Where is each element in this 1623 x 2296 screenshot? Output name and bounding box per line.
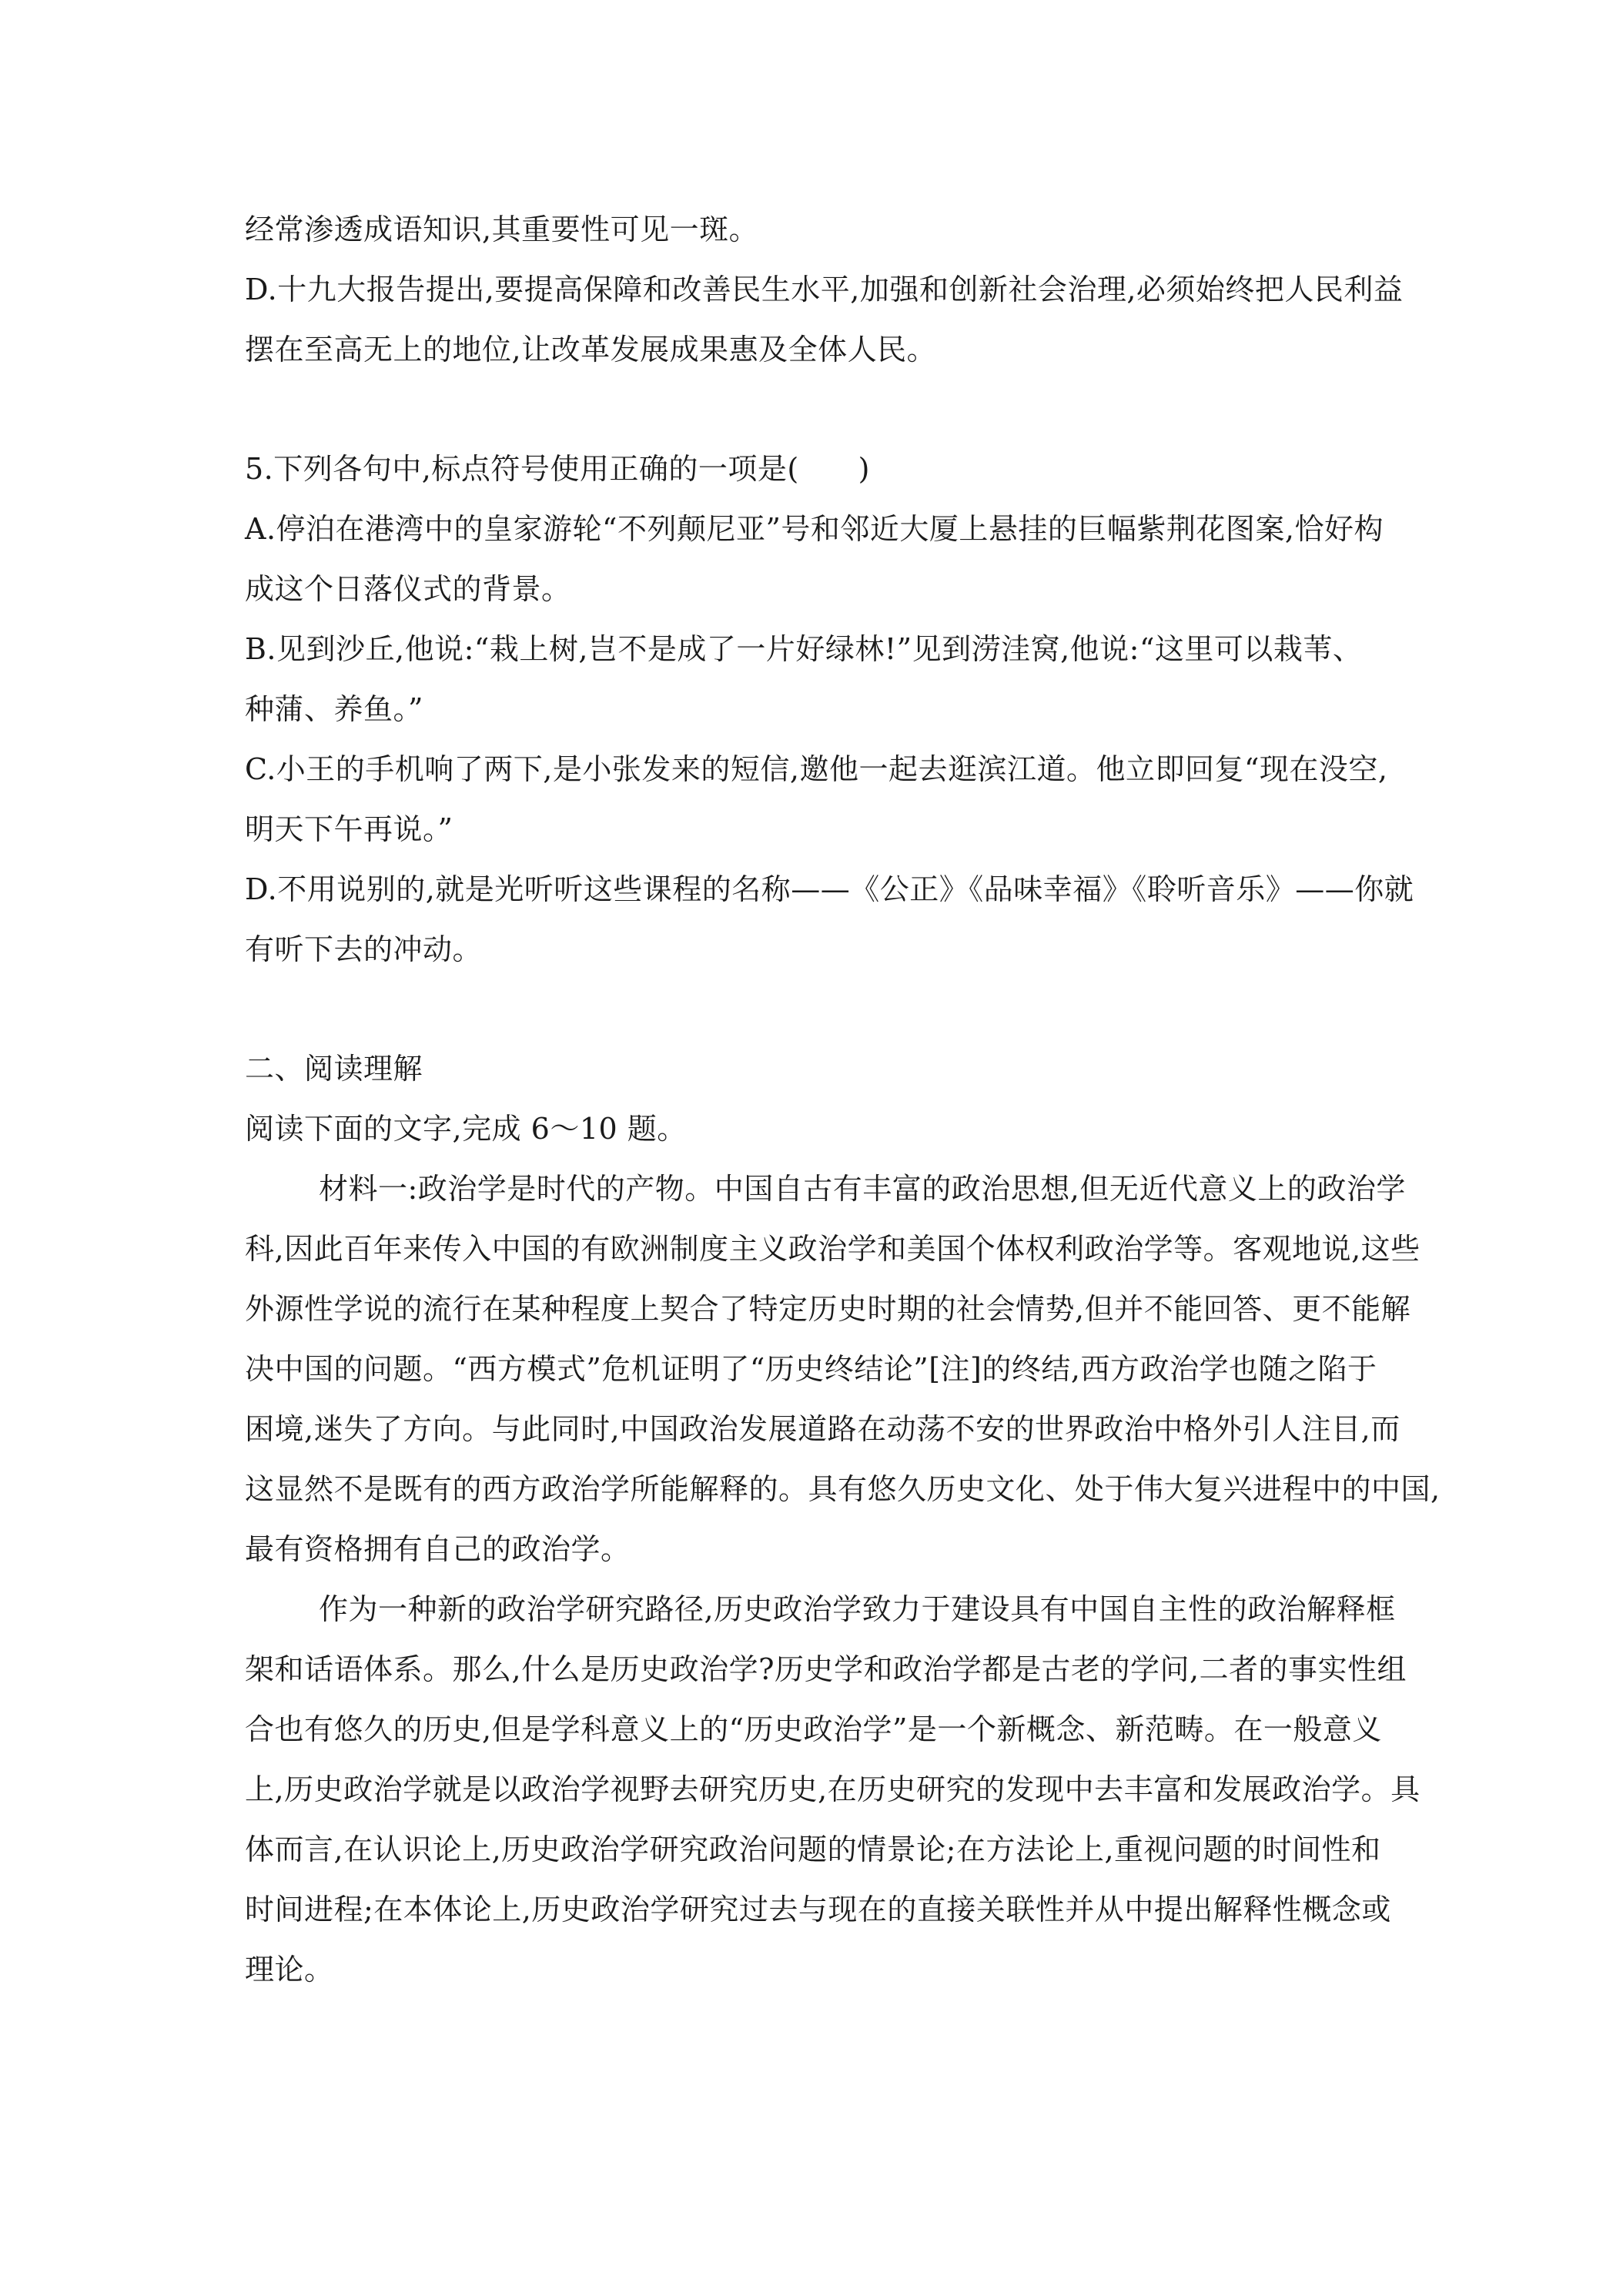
para2-line: 时间进程;在本体论上,历史政治学研究过去与现在的直接关联性并从中提出解释性概念或	[245, 1893, 1391, 1926]
question5-option-d-line1: D.不用说别的,就是光听听这些课程的名称——《公正》《品味幸福》《聆听音乐》——你就	[245, 872, 1414, 906]
question5-option-c-line2: 明天下午再说。”	[245, 812, 453, 846]
para1-line: 决中国的问题。“西方模式”危机证明了“历史终结论”[注]的终结,西方政治学也随之陷于	[245, 1352, 1377, 1386]
question5-option-c-line1: C.小王的手机响了两下,是小张发来的短信,邀他一起去逛滨江道。他立即回复“现在没空,	[245, 752, 1388, 786]
para1-line: 材料一:政治学是时代的产物。中国自古有丰富的政治思想,但无近代意义上的政治学	[319, 1172, 1406, 1206]
para2-line: 合也有悠久的历史,但是学科意义上的“历史政治学”是一个新概念、新范畴。在一般意义	[245, 1712, 1382, 1746]
question5-option-b-line2: 种蒲、养鱼。”	[245, 692, 423, 726]
para2-line: 架和话语体系。那么,什么是历史政治学?历史学和政治学都是古老的学问,二者的事实性组	[245, 1652, 1407, 1686]
para2-line: 体而言,在认识论上,历史政治学研究政治问题的情景论;在方法论上,重视问题的时间性和	[245, 1832, 1381, 1866]
para2-line: 理论。	[245, 1953, 334, 1986]
para2-line: 作为一种新的政治学研究路径,历史政治学致力于建设具有中国自主性的政治解释框	[319, 1592, 1396, 1626]
prev-option-d-line1: D.十九大报告提出,要提高保障和改善民生水平,加强和创新社会治理,必须始终把人民利益	[245, 273, 1404, 306]
para1-line: 科,因此百年来传入中国的有欧洲制度主义政治学和美国个体权利政治学等。客观地说,这些	[245, 1232, 1421, 1266]
prev-question-line: 经常渗透成语知识,其重要性可见一斑。	[245, 213, 759, 246]
para1-line: 这显然不是既有的西方政治学所能解释的。具有悠久历史文化、处于伟大复兴进程中的中国,	[245, 1472, 1441, 1506]
para1-line: 外源性学说的流行在某种程度上契合了特定历史时期的社会情势,但并不能回答、更不能解	[245, 1292, 1411, 1326]
section-heading: 二、阅读理解	[245, 1052, 423, 1086]
para2-line: 上,历史政治学就是以政治学视野去研究历史,在历史研究的发现中去丰富和发展政治学。具	[245, 1772, 1421, 1806]
question5-option-a-line2: 成这个日落仪式的背景。	[245, 572, 571, 606]
para1-line: 最有资格拥有自己的政治学。	[245, 1532, 631, 1566]
question5-option-a-line1: A.停泊在港湾中的皇家游轮“不列颠尼亚”号和邻近大厦上悬挂的巨幅紫荆花图案,恰好构	[245, 512, 1384, 546]
question5-option-d-line2: 有听下去的冲动。	[245, 932, 483, 966]
prev-option-d-line2: 摆在至高无上的地位,让改革发展成果惠及全体人民。	[245, 333, 937, 366]
question5-option-b-line1: B.见到沙丘,他说:“栽上树,岂不是成了一片好绿林!”见到涝洼窝,他说:“这里可以栽苇、	[245, 632, 1363, 666]
section-instruction: 阅读下面的文字,完成 6～10 题。	[245, 1112, 687, 1146]
question5-stem: 5.下列各句中,标点符号使用正确的一项是( )	[245, 452, 870, 486]
para1-line: 困境,迷失了方向。与此同时,中国政治发展道路在动荡不安的世界政治中格外引人注目,而	[245, 1412, 1400, 1446]
